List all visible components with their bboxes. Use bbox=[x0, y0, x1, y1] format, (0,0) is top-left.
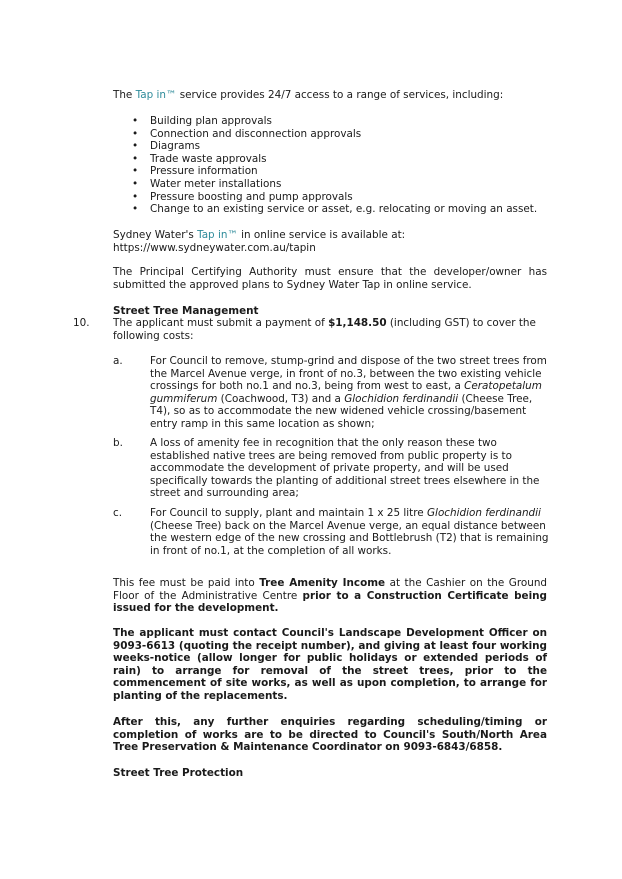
certifying-paragraph: The Principal Certifying Authority must ensure that the developer/owner has submitted the approved plans to Sydney Water Tap in online service. bbox=[113, 266, 547, 291]
online-service-paragraph bbox=[113, 229, 547, 254]
condition-text-end: (including GST) to cover the following costs: bbox=[113, 317, 536, 342]
item-c-text: For Council to supply, plant and maintain 1 x 25 litre Glochidion ferdinandii (Cheese Tree) back on the Marcel Avenue verge, an equal distance between the western edge of the new crossing and Bottlebrush (T2) that is remaining in front of no.1, at the completion of all works. bbox=[150, 507, 549, 557]
services-list bbox=[113, 115, 553, 216]
list-item: • Pressure information bbox=[113, 165, 553, 178]
species-name: Glochidion ferdinandii bbox=[427, 507, 541, 519]
list-item: • Change to an existing service or asset, e.g. relocating or moving an asset. bbox=[113, 203, 553, 216]
item-a-text: For Council to remove, stump-grind and dispose of the two street trees from the Marcel Avenue verge, in front of no.3, between the two existing vehicle crossings for both no.1 and no.3, being from west to east, a Ceratopetalum gummiferum (Coachwood, T3) and a Glochidion ferdinandii (Cheese Tree, T4), so as to accommodate the new widened vehicle crossing/basement entry ramp in this same location as shown; bbox=[150, 355, 547, 430]
cost-item-b bbox=[113, 437, 551, 500]
enquiries-paragraph: After this, any further enquiries regarding scheduling/timing or completion of works are to be directed to Council's South/North Area Tree Preservation & Maintenance Coordinator on 9093-6843/6858. bbox=[113, 716, 547, 754]
tap-in-url[interactable]: https://www.sydneywater.com.au/tapin bbox=[113, 241, 316, 254]
list-item: • Pressure boosting and pump approvals bbox=[113, 191, 553, 204]
cost-item-c bbox=[113, 507, 551, 557]
list-item: • Water meter installations bbox=[113, 178, 553, 191]
protection-heading: Street Tree Protection bbox=[113, 767, 244, 779]
intro-text: The bbox=[113, 89, 136, 101]
tree-amenity-income: Tree Amenity Income bbox=[259, 577, 386, 589]
cost-item-a bbox=[113, 355, 551, 431]
contact-paragraph: The applicant must contact Council's Landscape Development Officer on 9093-6613 (quoting the receipt number), and giving at least four working weeks-notice (allow longer for public holidays or extended periods of rain) to arrange for removal of the street trees, prior to the commencement of site works, as well as upon completion, to arrange for planting of the replacements. bbox=[113, 627, 547, 702]
condition-paragraph bbox=[113, 317, 553, 342]
item-letter: c. bbox=[113, 507, 123, 519]
list-item: • Building plan approvals bbox=[113, 115, 553, 128]
list-item: • Connection and disconnection approvals bbox=[113, 128, 553, 141]
list-item: • Trade waste approvals bbox=[113, 153, 553, 166]
tap-in-online-link[interactable]: Tap in™ bbox=[197, 229, 238, 241]
intro-paragraph bbox=[113, 89, 547, 102]
online-text: Sydney Water's bbox=[113, 229, 198, 241]
item-b-text: A loss of amenity fee in recognition that the only reason these two established native trees are being removed from public property is to accommodate the development of private property, and will be used specifically towards the planting of additional street trees elsewhere in the street and surrounding area; bbox=[150, 437, 540, 500]
payment-amount: $1,148.50 bbox=[328, 317, 387, 329]
item-letter: a. bbox=[113, 355, 123, 367]
fee-paragraph: This fee must be paid into Tree Amenity Income at the Cashier on the Ground Floor of the Administrative Centre prior to a Construction Certificate being issued for the development. bbox=[113, 577, 547, 615]
tap-in-link[interactable]: Tap in™ bbox=[135, 89, 177, 101]
species-name: Ceratopetalum gummiferum bbox=[150, 380, 542, 405]
condition-text: The applicant must submit a payment of bbox=[113, 317, 329, 329]
fee-deadline: prior to a Construction Certificate being issued for the development. bbox=[113, 589, 547, 615]
online-text-end: in online service is available at: bbox=[237, 229, 406, 241]
list-item: • Diagrams bbox=[113, 140, 553, 153]
species-name: Glochidion ferdinandii bbox=[344, 392, 459, 405]
condition-number: 10. bbox=[73, 317, 90, 329]
item-letter: b. bbox=[113, 437, 123, 449]
intro-text-end: service provides 24/7 access to a range of services, including: bbox=[176, 89, 504, 101]
section-heading: Street Tree Management bbox=[113, 305, 259, 317]
